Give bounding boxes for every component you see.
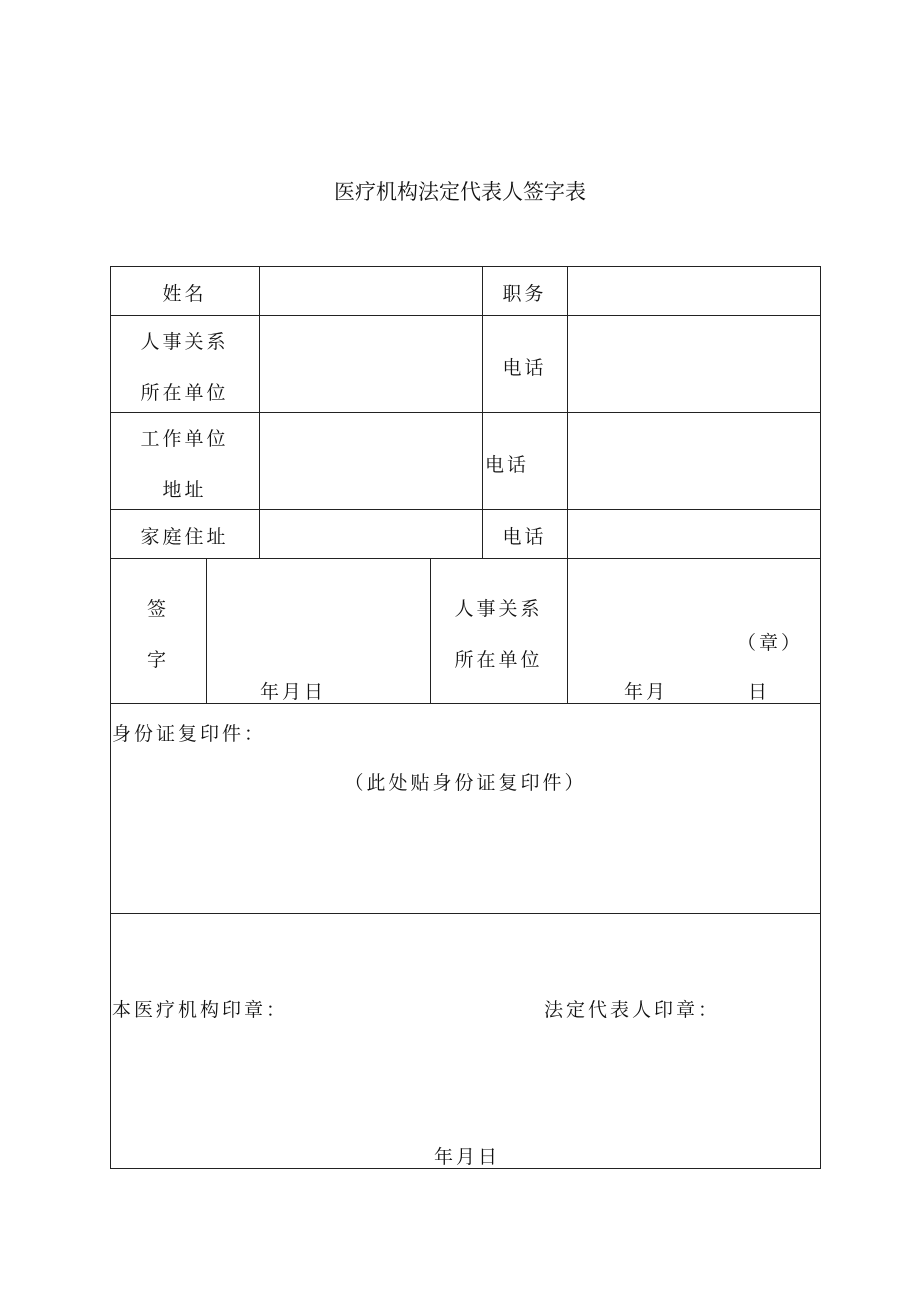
hr-unit-date-year-month: 年月 [624, 681, 669, 703]
id-copy-label: 身份证复印件： [112, 723, 267, 745]
work-unit-label-line1: 工作单位 [140, 428, 229, 450]
column-divider [430, 558, 431, 704]
signature-label-line1: 签 [146, 598, 169, 620]
phone-label: 电话 [502, 357, 547, 379]
table-border-right [820, 266, 821, 1169]
column-divider [206, 558, 207, 704]
hr-unit-label-line2: 所在单位 [140, 382, 229, 404]
work-unit-label-line2: 地址 [162, 479, 207, 501]
institution-seal-label: 本医疗机构印章： [112, 999, 289, 1021]
column-divider [482, 266, 483, 559]
column-divider [567, 558, 568, 704]
position-label: 职务 [502, 283, 547, 305]
page-title: 医疗机构法定代表人签字表 [334, 180, 586, 204]
table-border-top [110, 266, 821, 267]
sig-hr-unit-label-line2: 所在单位 [454, 649, 543, 671]
hr-unit-date-day: 日 [748, 681, 771, 703]
signature-form-table [110, 266, 821, 1169]
legal-rep-seal-label: 法定代表人印章： [544, 999, 721, 1021]
row-divider [110, 558, 821, 559]
row-divider [110, 412, 821, 413]
sig-hr-unit-label-line1: 人事关系 [454, 598, 543, 620]
column-divider [259, 266, 260, 559]
name-label: 姓名 [162, 283, 207, 305]
home-address-label: 家庭住址 [140, 526, 229, 548]
work-phone-label: 电话 [485, 454, 530, 476]
row-divider [110, 315, 821, 316]
row-divider [110, 913, 821, 914]
row-divider [110, 703, 821, 704]
id-copy-placeholder: （此处贴身份证复印件） [344, 772, 587, 794]
hr-unit-label-line1: 人事关系 [140, 331, 229, 353]
seal-mark: （章） [737, 632, 804, 654]
home-phone-label: 电话 [502, 526, 547, 548]
seals-date: 年月日 [434, 1146, 501, 1168]
row-divider [110, 509, 821, 510]
column-divider [567, 266, 568, 559]
signature-label-line2: 字 [146, 649, 169, 671]
signature-date: 年月日 [260, 681, 327, 703]
